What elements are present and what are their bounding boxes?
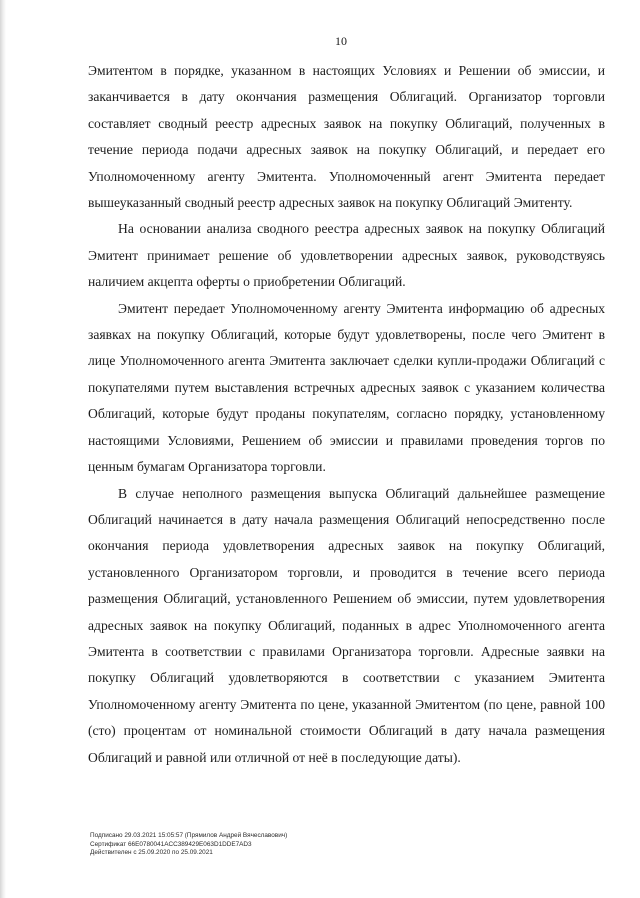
paragraph-4: В случае неполного размещения выпуска Облигаций дальнейшее размещение Облигаций начинается в дату начала размещения Облигаций непосредственно после окончания периода удовлетворения адресных заявок на покупку Облигаций, установленного Организатором торговли, и проводится в течение всего периода размещения Облигаций, установленного Решением об эмиссии, путем удовлетворения адресных заявок на покупку Облигаций, поданных в адрес Уполномоченного агента Эмитента в соответствии с правилами Организатора торговли. Адресные заявки на покупку Облигаций удовлетворяются в соответствии с указанием Эмитента Уполномоченному агенту Эмитента по цене, указанной Эмитентом (по цене, равной 100 (сто) процентам от номинальной стоимости Облигаций в дату начала размещения Облигаций и равной или отличной от неё в последующие даты).: [88, 485, 605, 765]
signature-certificate-line: Сертификат 66E0780041ACC389429E063D1DDE7AD3: [90, 840, 252, 848]
signature-signed-line: Подписано 29.03.2021 15:05:57 (Прямилов Андрей Вячеславович): [90, 832, 288, 839]
document-body: [88, 58, 605, 771]
page-number: 10: [335, 34, 347, 48]
paragraph-1: Эмитентом в порядке, указанном в настоящих Условиях и Решении об эмиссии, и заканчивается в дату окончания размещения Облигаций. Организатор торговли составляет сводный реестр адресных заявок на покупку Облигаций, полученных в течение периода подачи адресных заявок на покупку Облигаций, и передает его Уполномоченному агенту Эмитента. Уполномоченный агент Эмитента передает вышеуказанный сводный реестр адресных заявок на покупку Облигаций Эмитенту.: [88, 63, 605, 211]
scan-edge: [0, 0, 6, 898]
paragraph-2: На основании анализа сводного реестра адресных заявок на покупку Облигаций Эмитент принимает решение об удовлетворении адресных заявок, руководствуясь наличием акцепта оферты о приобретении Облигаций.: [88, 221, 605, 290]
electronic-signature-stamp: [90, 832, 490, 858]
paragraph-3: Эмитент передает Уполномоченному агенту Эмитента информацию об адресных заявках на покупку Облигаций, которые будут удовлетворены, после чего Эмитент в лице Уполномоченного агента Эмитента заключает сделки купли-продажи Облигаций с покупателями путем выставления встречных адресных заявок с указанием количества Облигаций, которые будут проданы покупателям, согласно порядку, установленному настоящими Условиями, Решением об эмиссии и правилами проведения торгов по ценным бумагам Организатора торговли.: [88, 300, 605, 475]
signature-validity-line: Действителен с 25.09.2020 по 25.09.2021: [90, 849, 213, 857]
